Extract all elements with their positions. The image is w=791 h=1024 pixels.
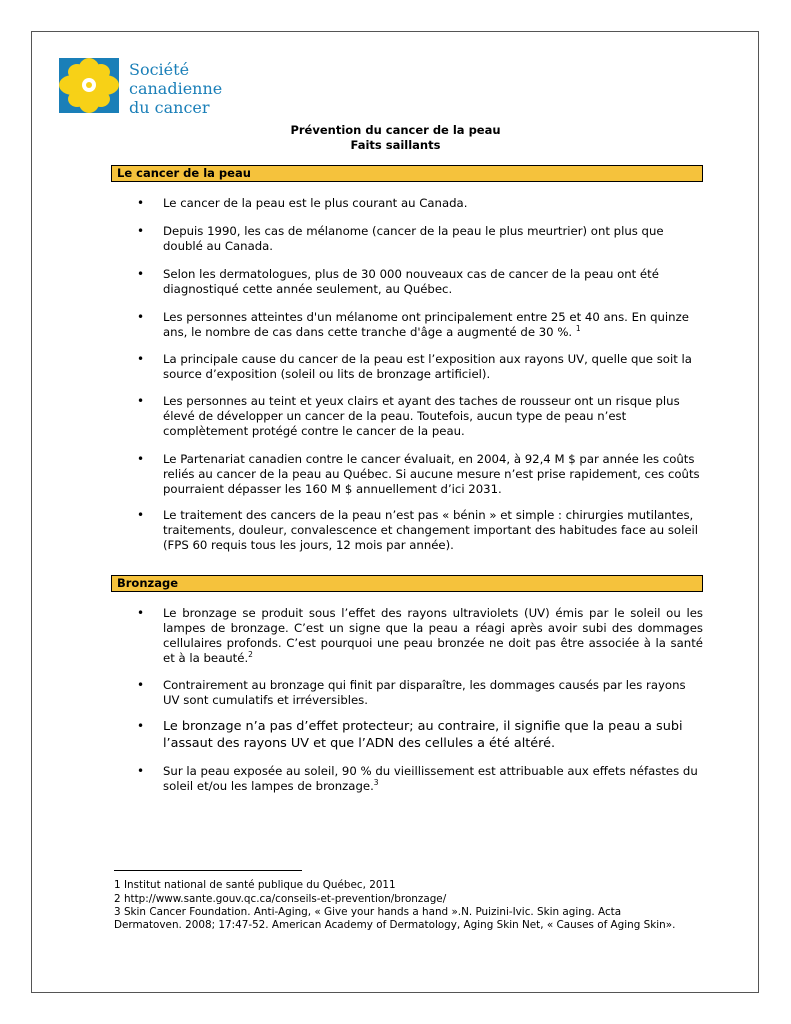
list-item: Le traitement des cancers de la peau n’est pas « bénin » et simple : chirurgies mutilantes, traitements, douleur, convalescence et changement important des habitudes face au soleil (FPS 60 requis tous les jours, 12 mois par année). bbox=[163, 508, 699, 552]
list-item bbox=[163, 764, 703, 794]
logo-line-1: Société bbox=[129, 60, 190, 79]
bullet-icon: • bbox=[137, 508, 145, 522]
footnote-ref: 2 bbox=[248, 650, 253, 660]
footnote-text: Institut national de santé publique du Québec, 2011 bbox=[123, 879, 396, 891]
bullet-icon: • bbox=[137, 678, 145, 692]
list-item: Le Partenariat canadien contre le cancer évaluait, en 2004, à 92,4 M $ par année les coûts reliés au cancer de la peau au Québec. Si aucune mesure n’est prise rapidement, ces coûts pourraient dépasser les 160 M $ annuellement d’ici 2031. bbox=[163, 452, 700, 496]
bullet-icon: • bbox=[137, 452, 145, 466]
bullet-icon: • bbox=[137, 764, 145, 778]
daffodil-logo-icon bbox=[59, 58, 119, 113]
bullet-icon: • bbox=[137, 310, 145, 324]
footnote-number: 3 bbox=[114, 906, 121, 918]
footnote-text: http://www.sante.gouv.qc.ca/conseils-et-prevention/bronzage/ bbox=[123, 893, 447, 905]
footnote-text: Skin Cancer Foundation. Anti-Aging, « Give your hands a hand ».N. Puizini-Ivic. Skin aging. Acta bbox=[123, 906, 622, 918]
footnote-continuation bbox=[114, 919, 714, 932]
footnote-text: Dermatoven. 2008; 17:47-52. American Academy of Dermatology, Aging Skin Net, « Causes of Aging Skin». bbox=[114, 919, 676, 931]
logo-wordmark bbox=[129, 60, 222, 117]
list-item-text: Le bronzage se produit sous l’effet des rayons ultraviolets (UV) émis par le soleil ou les lampes de bronzage. C’est un signe que la peau a réagi après avoir subi des dommages cellulaires profonds. C’est pourquoi une peau bronzée ne doit pas être associée à la santé et à la beauté. bbox=[163, 606, 703, 665]
footnote-number: 1 bbox=[114, 879, 121, 891]
list-item: La principale cause du cancer de la peau est l’exposition aux rayons UV, quelle que soit la source d’exposition (soleil ou lits de bronzage artificiel). bbox=[163, 352, 692, 381]
bullet-icon: • bbox=[137, 394, 145, 408]
footnote bbox=[114, 893, 714, 906]
bullet-icon: • bbox=[137, 196, 145, 210]
list-item: Selon les dermatologues, plus de 30 000 nouveaux cas de cancer de la peau ont été diagnostiqué cette année seulement, au Québec. bbox=[163, 267, 659, 296]
footnote-ref: 3 bbox=[373, 778, 379, 788]
bullet-icon: • bbox=[137, 719, 145, 733]
logo-line-3: du cancer bbox=[129, 98, 210, 117]
section-heading-tanning: Bronzage bbox=[111, 575, 703, 592]
list-item: Les personnes au teint et yeux clairs et ayant des taches de rousseur ont un risque plus élevé de développer un cancer de la peau. Toutefois, aucun type de peau n’est complètement protégé contre le cancer de la peau. bbox=[163, 394, 680, 438]
list-item-text: Les personnes atteintes d'un mélanome ont principalement entre 25 et 40 ans. En quinze ans, le nombre de cas dans cette tranche d'âge a augmenté de 30 %. bbox=[163, 310, 689, 339]
footnote bbox=[114, 906, 714, 919]
list-item-text: Sur la peau exposée au soleil, 90 % du vieillissement est attribuable aux effets néfastes du soleil et/ou les lampes de bronzage. bbox=[163, 764, 698, 793]
logo-line-2: canadienne bbox=[129, 79, 223, 98]
page-title: Prévention du cancer de la peau bbox=[290, 123, 501, 137]
footnote-ref: 1 bbox=[575, 324, 581, 334]
bullet-icon: • bbox=[137, 606, 145, 620]
page-subtitle: Faits saillants bbox=[350, 138, 441, 152]
bullet-icon: • bbox=[137, 352, 145, 366]
list-item: Le cancer de la peau est le plus courant au Canada. bbox=[163, 196, 468, 210]
list-item: Depuis 1990, les cas de mélanome (cancer de la peau le plus meurtrier) ont plus que doublé au Canada. bbox=[163, 224, 664, 253]
list-item bbox=[163, 310, 703, 340]
bullet-icon: • bbox=[137, 267, 145, 281]
footnote-number: 2 bbox=[114, 893, 121, 905]
list-item bbox=[163, 606, 703, 666]
footnote bbox=[114, 879, 714, 892]
section-heading-skin-cancer: Le cancer de la peau bbox=[111, 165, 703, 182]
footnote-separator bbox=[114, 870, 302, 871]
bullet-icon: • bbox=[137, 224, 145, 238]
list-item: Le bronzage n’a pas d’effet protecteur; au contraire, il signifie que la peau a subi l’assaut des rayons UV et que l’ADN des cellules a été altéré. bbox=[163, 719, 683, 751]
list-item: Contrairement au bronzage qui finit par disparaître, les dommages causés par les rayons UV sont cumulatifs et irréversibles. bbox=[163, 678, 686, 707]
